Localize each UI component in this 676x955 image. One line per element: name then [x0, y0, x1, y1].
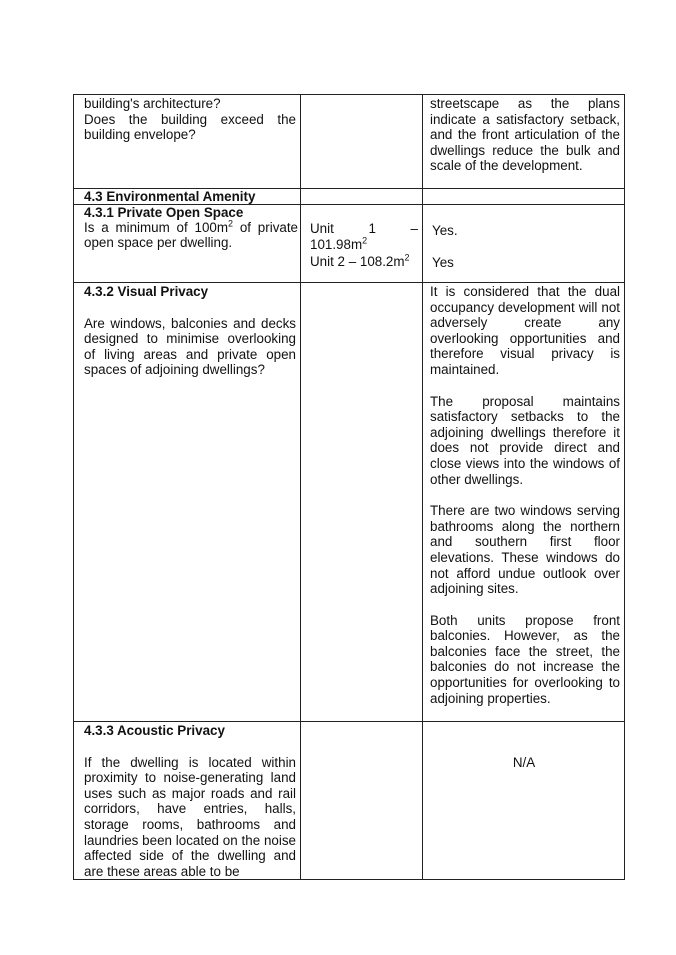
row-divider: [74, 721, 624, 722]
column-divider-1: [300, 95, 301, 879]
comment-paragraph: It is considered that the dual occupancy development will not adversely create any overlooking opportunities and therefore visual privacy is maintained.: [430, 284, 620, 377]
criteria-text: Are windows, balconies and decks designed to minimise overlooking of living areas and private open spaces of adjoining dwellings?: [84, 315, 296, 378]
open-space-answer-cell: [432, 223, 612, 270]
criteria-text: Is a minimum of $100m^2$ of private open space per dwelling.: [84, 218, 298, 251]
answer-text: N/A: [512, 755, 536, 770]
answer-text: Yes.: [432, 223, 458, 238]
answer-text: Yes: [432, 254, 454, 270]
continued-criteria-cell: [84, 96, 296, 143]
subsection-heading: 4.3.2 Visual Privacy: [84, 284, 209, 299]
acoustic-privacy-cell: [84, 723, 296, 879]
unit-2-value: Unit $2 - 108.2m^2$: [310, 252, 410, 270]
criteria-text: Does the building exceed the building envelope?: [84, 111, 296, 143]
comment-paragraph: There are two windows serving bathrooms along the northern and southern first floor elevations. These windows do not afford undue outlook over adjoining sites.: [430, 503, 620, 597]
visual-privacy-cell: [84, 284, 296, 378]
comment-text: streetscape as the plans indicate a satisfactory setback, and the front articulation of the dwellings reduce the bulk and scale of the development.: [430, 96, 620, 174]
section-heading: 4.3 Environmental Amenity: [84, 189, 256, 204]
criteria-text: building's architecture?: [84, 96, 221, 111]
acoustic-answer-cell: [423, 755, 625, 771]
criteria-text: If the dwelling is located within proximity to noise-generating land uses such as major roads and rail corridors, have entries, halls, storage rooms, bathrooms and laundries been located on the noise affected side of the dwelling and are these areas able to be: [84, 754, 296, 879]
assessment-table: [73, 94, 625, 880]
subsection-heading: 4.3.3 Acoustic Privacy: [84, 723, 225, 738]
unit-1-value: $101.98m^2$: [310, 235, 368, 252]
row-divider: [74, 282, 624, 283]
continued-comment-cell: [430, 96, 620, 174]
visual-privacy-comments: [430, 284, 620, 706]
comment-paragraph: The proposal maintains satisfactory setbacks to the adjoining dwellings therefore it does not provide direct and close views into the windows of other dwellings.: [430, 393, 620, 487]
subsection-heading: 4.3.1 Private Open Space: [84, 205, 244, 220]
open-space-values-cell: [310, 221, 418, 270]
private-open-space-cell: [84, 205, 298, 251]
comment-paragraph: Both units propose front balconies. However, as the balconies face the street, the balconies do not increase the opportunities for overlooking to adjoining properties.: [430, 612, 620, 706]
unit-1-line: Unit 1 –: [310, 221, 418, 236]
